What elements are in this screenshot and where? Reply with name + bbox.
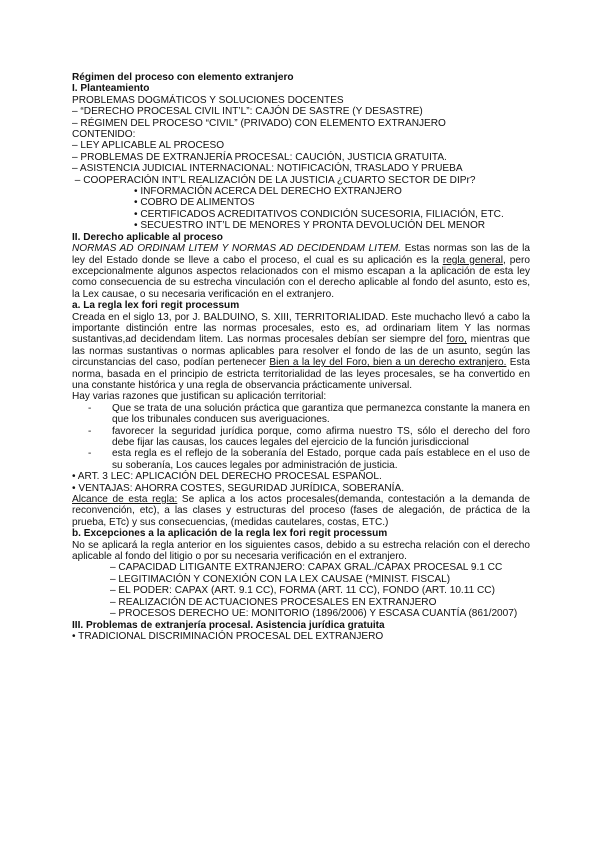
s1-bullet: • INFORMACIÓN ACERCA DEL DERECHO EXTRANJERO — [134, 186, 402, 198]
s2-norms-italic: NORMAS AD ORDINAM LITEM Y NORMAS AD DECIDENDAM LITEM. — [72, 243, 402, 255]
document-title: Régimen del proceso con elemento extranjero — [72, 72, 294, 83]
subsection-b-paragraph: No se aplicará la regla anterior en los siguientes casos, debido a su estrecha relación con el derecho aplicable al fondo del litigio o por su necesaria verificación en el extranjero. — [72, 539, 530, 563]
a-p1-underline-ley: Bien a la ley del Foro, bien a un derecho extranjero. — [269, 357, 507, 369]
s1-bullet: • SECUESTRO INT’L DE MENORES Y PRONTA DEVOLUCIÓN DEL MENOR — [134, 220, 486, 232]
s1-line: CONTENIDO: — [72, 129, 136, 141]
dash-marker: - — [88, 402, 92, 414]
reason-text: favorecer la seguridad jurídica porque, como afirma nuestro TS, sólo el derecho del foro debe fijar las causas, los cauces legales del ejercicio de la función jurisdiccional — [112, 425, 530, 448]
reasons-intro: Hay varias razones que justifican su aplicación territorial: — [72, 391, 327, 403]
s2-paragraph-1 — [72, 243, 530, 300]
a-p1-underline-foro: foro, — [446, 334, 467, 346]
alcance-paragraph — [72, 494, 530, 528]
exception-item: – LEGITIMACIÓN Y CONEXIÓN CON LA LEX CAUSAE (*MINIST. FISCAL) — [110, 573, 451, 585]
s1-line: PROBLEMAS DOGMÁTICOS Y SOLUCIONES DOCENTES — [72, 94, 344, 106]
a-p1-text-c: Esta norma, basada en el principio de estricta territorialidad de las leyes procesales, se ha convertido en una constante histórica y una regla de observancia prácticamente universal. — [72, 357, 530, 391]
s2-p1-text-a: Estas normas son las de la ley del Estado donde se lleve a cabo el proceso, el cual es su aplicación es la — [72, 243, 530, 266]
reason-item — [72, 448, 530, 471]
document-page — [72, 72, 530, 642]
subsection-a-paragraph — [72, 312, 530, 392]
s1-bullet: • CERTIFICADOS ACREDITATIVOS CONDICIÓN SUCESORIA, FILIACIÓN, ETC. — [134, 208, 504, 220]
s1-line: – RÉGIMEN DEL PROCESO “CIVIL” (PRIVADO) CON ELEMENTO EXTRANJERO — [72, 117, 446, 129]
exception-item: – EL PODER: CAPAX (ART. 9.1 CC), FORMA (ART. 11 CC), FONDO (ART. 10.11 CC) — [110, 585, 495, 597]
reason-text: Que se trata de una solución práctica que garantiza que permanezca constante la manera en que los tribunales conducen sus averiguaciones. — [112, 402, 530, 426]
art-3-lec: • ART. 3 LEC: APLICACIÓN DEL DERECHO PROCESAL ESPAÑOL. — [72, 471, 382, 483]
s1-bullet: • COBRO DE ALIMENTOS — [134, 197, 255, 209]
subsection-b-heading: b. Excepciones a la aplicación de la regla lex fori regit processum — [72, 528, 388, 540]
s2-p1-underline: regla general — [442, 254, 503, 266]
s1-line: – “DERECHO PROCESAL CIVIL INT’L”: CAJÓN DE SASTRE (Y DESASTRE) — [72, 106, 423, 118]
section-3-heading: III. Problemas de extranjería procesal. Asistencia jurídica gratuita — [72, 619, 385, 631]
reason-text: esta regla es el reflejo de la soberanía del Estado, porque cada país establece en el uso de su soberanía, Los cauces legales por administración de justicia. — [112, 448, 530, 471]
alcance-label: Alcance de esta regla: — [72, 494, 178, 506]
dash-marker: - — [88, 425, 92, 437]
s2-p1-text-b: , pero excepcionalmente algunos aspectos relacionados con el mismo escapan a la aplicación de esta ley como consecuencia de su estrecha vinculación con el derecho aplicable al fondo del asunto, esto es, la Lex causae, o su necesaria verificación en el extranjero. — [72, 254, 530, 300]
s1-line: – ASISTENCIA JUDICIAL INTERNACIONAL: NOTIFICACIÓN, TRASLADO Y PRUEBA — [72, 163, 463, 175]
reason-item — [72, 403, 530, 426]
a-p1-text-a: Creada en el siglo 13, por J. BALDUINO, S. XIII, TERRITORIALIDAD. Este muchacho llevó a cabo la importante distinción entre las normas procesales, esto es, ad ordinariam litem Y las normas sustantivas,ad decidendam litem. Las normas procesales debían ser siempre del — [72, 311, 530, 346]
section-2-heading: II. Derecho aplicable al proceso — [72, 231, 223, 243]
reason-item — [72, 426, 530, 449]
s1-line: – LEY APLICABLE AL PROCESO — [72, 140, 225, 152]
alcance-text: Se aplica a los actos procesales(demanda, contestación a la demanda de reconvención, etc), a las clases y estructuras del proceso (fases de alegación, de práctica de la prueba, ETc) y sus consecuencias, (medidas cautelares, costas, ETC.) — [72, 494, 530, 528]
dash-marker: - — [88, 448, 92, 460]
s1-line: – COOPERACIÓN INT’L REALIZACIÓN DE LA JUSTICIA ¿CUARTO SECTOR DE DIPr? — [72, 174, 476, 186]
subsection-a-heading: a. La regla lex fori regit processum — [72, 300, 240, 312]
ventajas: • VENTAJAS: AHORRA COSTES, SEGURIDAD JURÍDICA, SOBERANÍA. — [72, 482, 405, 494]
s1-line: – PROBLEMAS DE EXTRANJERÍA PROCESAL: CAUCIÓN, JUSTICIA GRATUITA. — [72, 151, 447, 163]
s3-line: • TRADICIONAL DISCRIMINACIÓN PROCESAL DEL EXTRANJERO — [72, 630, 384, 642]
exception-item: – CAPACIDAD LITIGANTE EXTRANJERO: CAPAX GRAL./CAPAX PROCESAL 9.1 CC — [110, 562, 503, 574]
section-1-heading: I. Planteamiento — [72, 83, 150, 95]
exception-item: – REALIZACIÓN DE ACTUACIONES PROCESALES EN EXTRANJERO — [110, 596, 437, 608]
a-p1-text-b: mientras que las normas sustantivas o normas aplicables para resolver el fondo de las de un asunto, según las circunstancias del caso, podían pertenecer — [72, 334, 531, 369]
exception-item: – PROCESOS DERECHO UE: MONITORIO (1896/2006) Y ESCASA CUANTÍA (861/2007) — [110, 608, 518, 620]
